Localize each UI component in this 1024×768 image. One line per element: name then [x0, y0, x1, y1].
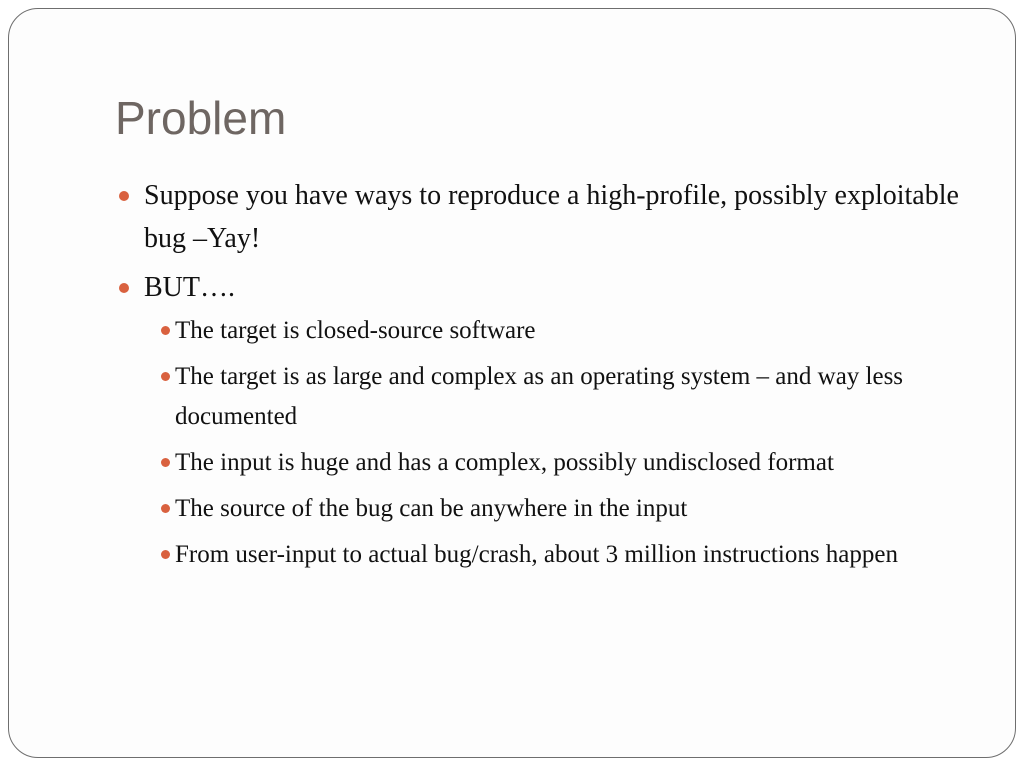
sub-bullet-item — [109, 443, 969, 483]
slide-frame — [8, 8, 1016, 758]
bullet-dot-icon — [119, 283, 129, 293]
sub-bullet-text: The target is as large and complex as an operating system – and way less documented — [175, 363, 904, 430]
bullet-dot-icon — [161, 458, 170, 467]
sub-bullet-text: From user-input to actual bug/crash, about 3 million instructions happen — [175, 541, 898, 568]
sub-bullet-item — [109, 489, 969, 529]
sub-bullet-item — [109, 357, 969, 437]
sub-bullet-text: The target is closed-source software — [175, 317, 536, 344]
slide-title: Problem — [115, 92, 287, 144]
bullet-dot-icon — [119, 191, 129, 201]
bullet-item — [109, 266, 969, 575]
bullet-text: BUT…. — [144, 272, 235, 303]
slide-body — [109, 174, 969, 581]
sub-bullet-text: The input is huge and has a complex, possibly undisclosed format — [175, 449, 834, 476]
bullet-item — [109, 174, 969, 260]
sub-bullet-item — [109, 311, 969, 351]
sub-bullet-item — [109, 535, 969, 575]
bullet-dot-icon — [161, 326, 170, 335]
sub-bullet-list — [144, 311, 969, 575]
bullet-text: Suppose you have ways to reproduce a high-profile, possibly exploitable bug –Yay! — [144, 180, 959, 254]
bullet-list — [109, 174, 969, 575]
sub-bullet-text: The source of the bug can be anywhere in the input — [175, 495, 688, 522]
bullet-dot-icon — [161, 372, 170, 381]
bullet-dot-icon — [161, 504, 170, 513]
bullet-dot-icon — [161, 550, 170, 559]
